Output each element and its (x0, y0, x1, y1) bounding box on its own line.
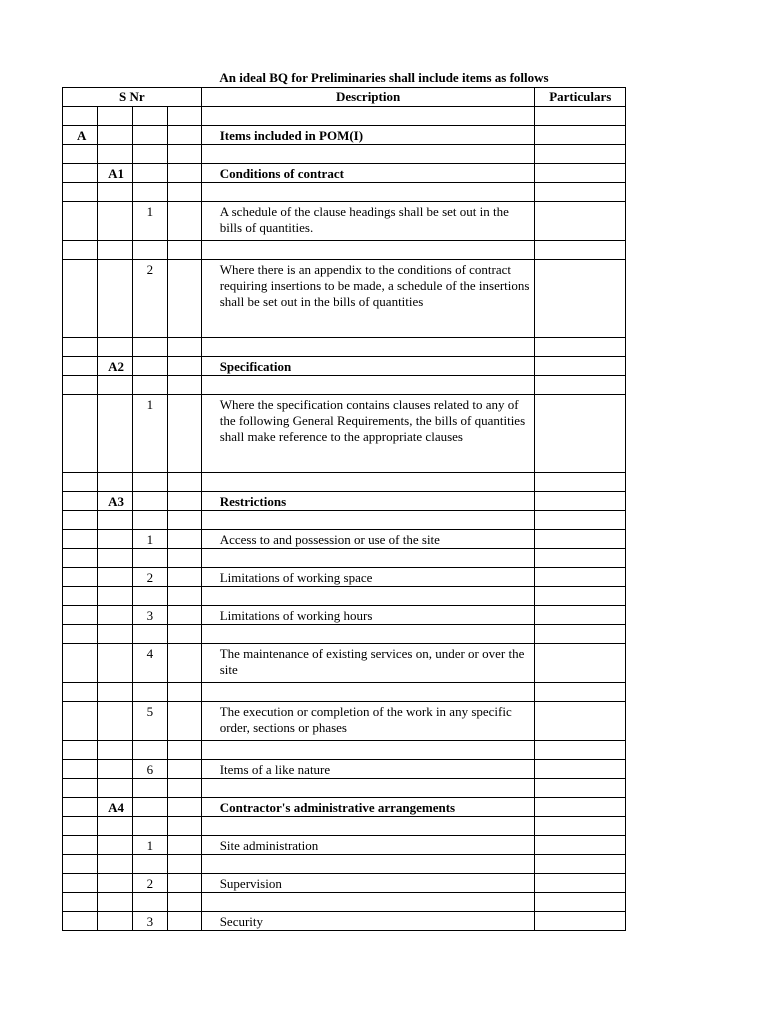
section-code (63, 760, 98, 779)
empty-cell (201, 241, 535, 260)
empty-cell (167, 644, 201, 683)
subsection-code (98, 874, 133, 893)
subsection-code (98, 760, 133, 779)
item-number (133, 126, 167, 145)
spacer-row (63, 338, 626, 357)
empty-cell (201, 107, 535, 126)
empty-cell (201, 511, 535, 530)
empty-cell (535, 741, 626, 760)
empty-cell (167, 473, 201, 492)
empty-cell (98, 779, 133, 798)
bq-table (62, 87, 626, 931)
empty-cell (201, 741, 535, 760)
table-row (63, 164, 626, 183)
empty-cell (535, 241, 626, 260)
header-description: Description (201, 88, 535, 107)
empty-cell (535, 145, 626, 164)
empty-cell (63, 183, 98, 202)
spacer-row (63, 779, 626, 798)
item-description: Limitations of working hours (201, 606, 535, 625)
section-code (63, 568, 98, 587)
section-code (63, 836, 98, 855)
particulars-cell (535, 260, 626, 338)
item-number (133, 492, 167, 511)
section-code (63, 492, 98, 511)
particulars-cell (535, 798, 626, 817)
empty-cell (167, 183, 201, 202)
table-body (63, 107, 626, 931)
empty-cell (63, 376, 98, 395)
empty-cell (63, 625, 98, 644)
particulars-cell (535, 202, 626, 241)
empty-cell (98, 511, 133, 530)
section-code (63, 606, 98, 625)
empty-cell (535, 893, 626, 912)
subsection-code: A4 (98, 798, 133, 817)
spacer-row (63, 107, 626, 126)
table-header-row (63, 88, 626, 107)
empty-cell (98, 241, 133, 260)
empty-cell (201, 338, 535, 357)
empty-cell (167, 530, 201, 549)
empty-cell (535, 107, 626, 126)
spacer-row (63, 625, 626, 644)
empty-cell (98, 817, 133, 836)
section-code (63, 164, 98, 183)
empty-cell (167, 702, 201, 741)
section-code (63, 530, 98, 549)
empty-cell (201, 817, 535, 836)
empty-cell (167, 912, 201, 931)
item-description: Where the specification contains clauses related to any of the following General Requirements, the bills of quantities shall make reference to the appropriate clauses (201, 395, 535, 473)
subsection-code (98, 568, 133, 587)
empty-cell (133, 241, 167, 260)
table-row (63, 395, 626, 473)
empty-cell (167, 260, 201, 338)
particulars-cell (535, 126, 626, 145)
table-row (63, 798, 626, 817)
item-description: Access to and possession or use of the site (201, 530, 535, 549)
particulars-cell (535, 164, 626, 183)
item-number: 1 (133, 202, 167, 241)
section-code (63, 395, 98, 473)
empty-cell (201, 625, 535, 644)
empty-cell (63, 855, 98, 874)
particulars-cell (535, 760, 626, 779)
subsection-code: A2 (98, 357, 133, 376)
empty-cell (133, 511, 167, 530)
spacer-row (63, 683, 626, 702)
empty-cell (167, 855, 201, 874)
empty-cell (201, 855, 535, 874)
empty-cell (535, 855, 626, 874)
item-number: 5 (133, 702, 167, 741)
empty-cell (167, 779, 201, 798)
table-row (63, 836, 626, 855)
spacer-row (63, 817, 626, 836)
spacer-row (63, 473, 626, 492)
empty-cell (535, 549, 626, 568)
empty-cell (167, 202, 201, 241)
table-row (63, 760, 626, 779)
item-description: Security (201, 912, 535, 931)
empty-cell (535, 376, 626, 395)
item-description: The maintenance of existing services on, under or over the site (201, 644, 535, 683)
section-heading: Restrictions (201, 492, 535, 511)
table-row (63, 568, 626, 587)
particulars-cell (535, 644, 626, 683)
empty-cell (201, 183, 535, 202)
particulars-cell (535, 357, 626, 376)
subsection-code (98, 702, 133, 741)
empty-cell (167, 568, 201, 587)
empty-cell (133, 587, 167, 606)
empty-cell (167, 874, 201, 893)
empty-cell (167, 395, 201, 473)
item-number (133, 798, 167, 817)
empty-cell (201, 683, 535, 702)
empty-cell (133, 625, 167, 644)
particulars-cell (535, 702, 626, 741)
empty-cell (535, 587, 626, 606)
empty-cell (535, 779, 626, 798)
section-heading: Conditions of contract (201, 164, 535, 183)
subsection-code (98, 395, 133, 473)
section-code (63, 874, 98, 893)
empty-cell (63, 683, 98, 702)
table-row (63, 702, 626, 741)
empty-cell (167, 683, 201, 702)
spacer-row (63, 241, 626, 260)
empty-cell (133, 817, 167, 836)
item-number: 3 (133, 606, 167, 625)
empty-cell (63, 549, 98, 568)
section-code (63, 798, 98, 817)
empty-cell (98, 587, 133, 606)
empty-cell (201, 376, 535, 395)
item-description: Limitations of working space (201, 568, 535, 587)
empty-cell (98, 741, 133, 760)
empty-cell (167, 741, 201, 760)
empty-cell (201, 587, 535, 606)
item-description: The execution or completion of the work in any specific order, sections or phases (201, 702, 535, 741)
particulars-cell (535, 874, 626, 893)
subsection-code (98, 260, 133, 338)
empty-cell (167, 511, 201, 530)
empty-cell (167, 760, 201, 779)
empty-cell (133, 145, 167, 164)
document-title: An ideal BQ for Preliminaries shall include items as follows (219, 70, 549, 85)
empty-cell (98, 855, 133, 874)
section-code (63, 260, 98, 338)
empty-cell (98, 473, 133, 492)
empty-cell (63, 817, 98, 836)
item-number: 1 (133, 530, 167, 549)
empty-cell (133, 893, 167, 912)
item-description: Where there is an appendix to the conditions of contract requiring insertions to be made, a schedule of the insertions shall be set out in the bills of quantities (201, 260, 535, 338)
empty-cell (98, 549, 133, 568)
spacer-row (63, 549, 626, 568)
item-number: 1 (133, 395, 167, 473)
empty-cell (201, 549, 535, 568)
spacer-row (63, 893, 626, 912)
empty-cell (535, 473, 626, 492)
empty-cell (63, 145, 98, 164)
empty-cell (535, 338, 626, 357)
subsection-code (98, 202, 133, 241)
spacer-row (63, 855, 626, 874)
section-code: A (63, 126, 98, 145)
empty-cell (133, 683, 167, 702)
empty-cell (535, 817, 626, 836)
spacer-row (63, 587, 626, 606)
empty-cell (167, 241, 201, 260)
empty-cell (98, 893, 133, 912)
particulars-cell (535, 530, 626, 549)
section-code (63, 912, 98, 931)
section-code (63, 357, 98, 376)
empty-cell (535, 625, 626, 644)
item-description: Supervision (201, 874, 535, 893)
empty-cell (98, 107, 133, 126)
item-number: 3 (133, 912, 167, 931)
particulars-cell (535, 395, 626, 473)
empty-cell (167, 549, 201, 568)
spacer-row (63, 376, 626, 395)
empty-cell (63, 779, 98, 798)
empty-cell (535, 183, 626, 202)
table-row (63, 874, 626, 893)
empty-cell (167, 338, 201, 357)
empty-cell (63, 241, 98, 260)
table-row (63, 530, 626, 549)
empty-cell (133, 741, 167, 760)
section-code (63, 644, 98, 683)
table-row (63, 357, 626, 376)
empty-cell (133, 338, 167, 357)
item-number: 4 (133, 644, 167, 683)
table-row (63, 644, 626, 683)
subsection-code (98, 836, 133, 855)
empty-cell (167, 492, 201, 511)
particulars-cell (535, 836, 626, 855)
empty-cell (201, 779, 535, 798)
item-number (133, 357, 167, 376)
section-heading: Contractor's administrative arrangements (201, 798, 535, 817)
particulars-cell (535, 492, 626, 511)
header-snr: S Nr (63, 88, 202, 107)
empty-cell (167, 606, 201, 625)
item-description: A schedule of the clause headings shall be set out in the bills of quantities. (201, 202, 535, 241)
header-particulars: Particulars (535, 88, 626, 107)
item-number: 2 (133, 568, 167, 587)
particulars-cell (535, 606, 626, 625)
subsection-code (98, 644, 133, 683)
empty-cell (98, 145, 133, 164)
spacer-row (63, 511, 626, 530)
section-heading: Specification (201, 357, 535, 376)
empty-cell (167, 357, 201, 376)
table-row (63, 202, 626, 241)
table-row (63, 260, 626, 338)
empty-cell (167, 145, 201, 164)
empty-cell (167, 893, 201, 912)
empty-cell (63, 511, 98, 530)
subsection-code (98, 530, 133, 549)
empty-cell (167, 164, 201, 183)
empty-cell (133, 779, 167, 798)
empty-cell (133, 107, 167, 126)
spacer-row (63, 145, 626, 164)
empty-cell (167, 817, 201, 836)
empty-cell (133, 855, 167, 874)
empty-cell (201, 893, 535, 912)
empty-cell (133, 183, 167, 202)
item-number: 2 (133, 874, 167, 893)
empty-cell (167, 587, 201, 606)
section-heading: Items included in POM(I) (201, 126, 535, 145)
empty-cell (98, 376, 133, 395)
spacer-row (63, 741, 626, 760)
table-row (63, 912, 626, 931)
section-code (63, 702, 98, 741)
empty-cell (167, 625, 201, 644)
empty-cell (98, 338, 133, 357)
empty-cell (201, 473, 535, 492)
subsection-code (98, 606, 133, 625)
subsection-code: A3 (98, 492, 133, 511)
item-number: 2 (133, 260, 167, 338)
table-row (63, 126, 626, 145)
empty-cell (167, 798, 201, 817)
empty-cell (167, 376, 201, 395)
item-description: Items of a like nature (201, 760, 535, 779)
particulars-cell (535, 568, 626, 587)
particulars-cell (535, 912, 626, 931)
empty-cell (535, 683, 626, 702)
item-number: 1 (133, 836, 167, 855)
empty-cell (167, 107, 201, 126)
empty-cell (167, 836, 201, 855)
empty-cell (133, 473, 167, 492)
empty-cell (63, 107, 98, 126)
item-description: Site administration (201, 836, 535, 855)
subsection-code: A1 (98, 164, 133, 183)
empty-cell (98, 683, 133, 702)
table-row (63, 606, 626, 625)
item-number: 6 (133, 760, 167, 779)
empty-cell (133, 549, 167, 568)
empty-cell (63, 741, 98, 760)
empty-cell (167, 126, 201, 145)
empty-cell (535, 511, 626, 530)
empty-cell (63, 893, 98, 912)
empty-cell (201, 145, 535, 164)
subsection-code (98, 912, 133, 931)
item-number (133, 164, 167, 183)
section-code (63, 202, 98, 241)
table-row (63, 492, 626, 511)
spacer-row (63, 183, 626, 202)
empty-cell (63, 338, 98, 357)
empty-cell (63, 473, 98, 492)
empty-cell (133, 376, 167, 395)
empty-cell (98, 625, 133, 644)
subsection-code (98, 126, 133, 145)
empty-cell (98, 183, 133, 202)
empty-cell (63, 587, 98, 606)
